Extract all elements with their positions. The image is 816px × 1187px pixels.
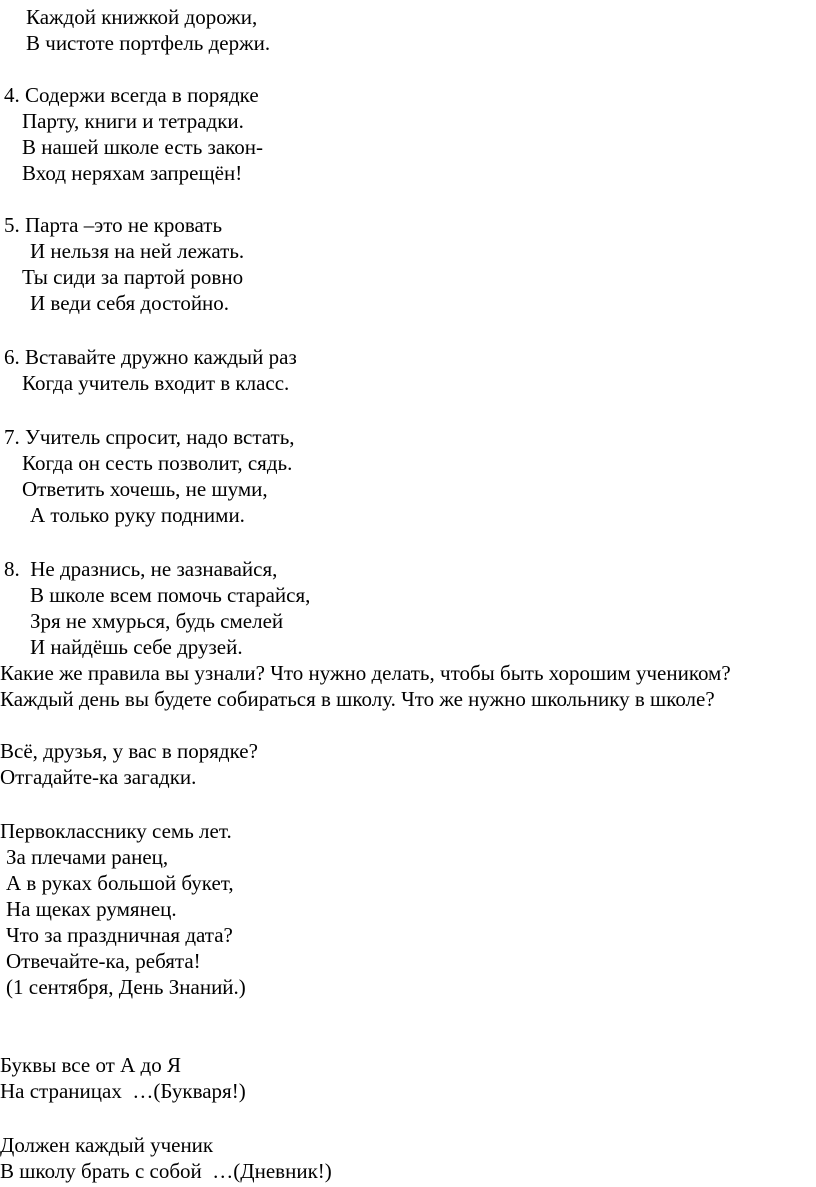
poem-line: Ты сиди за партой ровно bbox=[22, 265, 244, 289]
riddle-line: За плечами ранец, bbox=[6, 845, 169, 869]
poem-line: И веди себя достойно. bbox=[30, 291, 230, 315]
riddle-line: В школу брать с собой …(Дневник!) bbox=[0, 1159, 332, 1183]
rule-6-heading: 6. Вставайте дружно каждый раз bbox=[4, 345, 297, 369]
poem-line: А только руку подними. bbox=[30, 503, 245, 527]
poem-line: И нельзя на ней лежать. bbox=[30, 239, 245, 263]
rule-7-heading: 7. Учитель спросит, надо встать, bbox=[4, 425, 295, 449]
poem-line: Когда учитель входит в класс. bbox=[22, 371, 290, 395]
poem-line: Зря не хмурься, будь смелей bbox=[30, 609, 284, 633]
rule-5-heading: 5. Парта –это не кровать bbox=[4, 213, 223, 237]
prose-line: Какие же правила вы узнали? Что нужно делать, чтобы быть хорошим учеником? bbox=[0, 661, 731, 685]
prose-line: Отгадайте-ка загадки. bbox=[0, 765, 197, 789]
prose-line: Всё, друзья, у вас в порядке? bbox=[0, 739, 258, 763]
riddle-line: А в руках большой букет, bbox=[6, 871, 234, 895]
riddle-line: Что за праздничная дата? bbox=[6, 923, 233, 947]
riddle-line: Должен каждый ученик bbox=[0, 1133, 214, 1157]
rule-4-heading: 4. Содержи всегда в порядке bbox=[4, 83, 259, 107]
riddle-line: На страницах …(Букваря!) bbox=[0, 1079, 246, 1103]
poem-line: И найдёшь себе друзей. bbox=[30, 635, 243, 659]
riddle-answer: (1 сентября, День Знаний.) bbox=[6, 975, 246, 999]
riddle-line: На щеках румянец. bbox=[6, 897, 177, 921]
rule-8-heading: 8. Не дразнись, не зазнавайся, bbox=[4, 557, 278, 581]
poem-line: В нашей школе есть закон- bbox=[22, 135, 264, 159]
poem-line: Парту, книги и тетрадки. bbox=[22, 109, 244, 133]
poem-line: Ответить хочешь, не шуми, bbox=[22, 477, 268, 501]
poem-line: Вход неряхам запрещён! bbox=[22, 161, 243, 185]
poem-line: Когда он сесть позволит, сядь. bbox=[22, 451, 293, 475]
poem-line: В школе всем помочь старайся, bbox=[30, 583, 311, 607]
riddle-line: Отвечайте-ка, ребята! bbox=[6, 949, 201, 973]
prose-line: Каждый день вы будете собираться в школу. Что же нужно школьнику в школе? bbox=[0, 687, 715, 711]
poem-line: В чистоте портфель держи. bbox=[26, 31, 271, 55]
riddle-line: Буквы все от А до Я bbox=[0, 1053, 181, 1077]
riddle-line: Первокласснику семь лет. bbox=[0, 819, 232, 843]
poem-line: Каждой книжкой дорожи, bbox=[26, 5, 258, 29]
